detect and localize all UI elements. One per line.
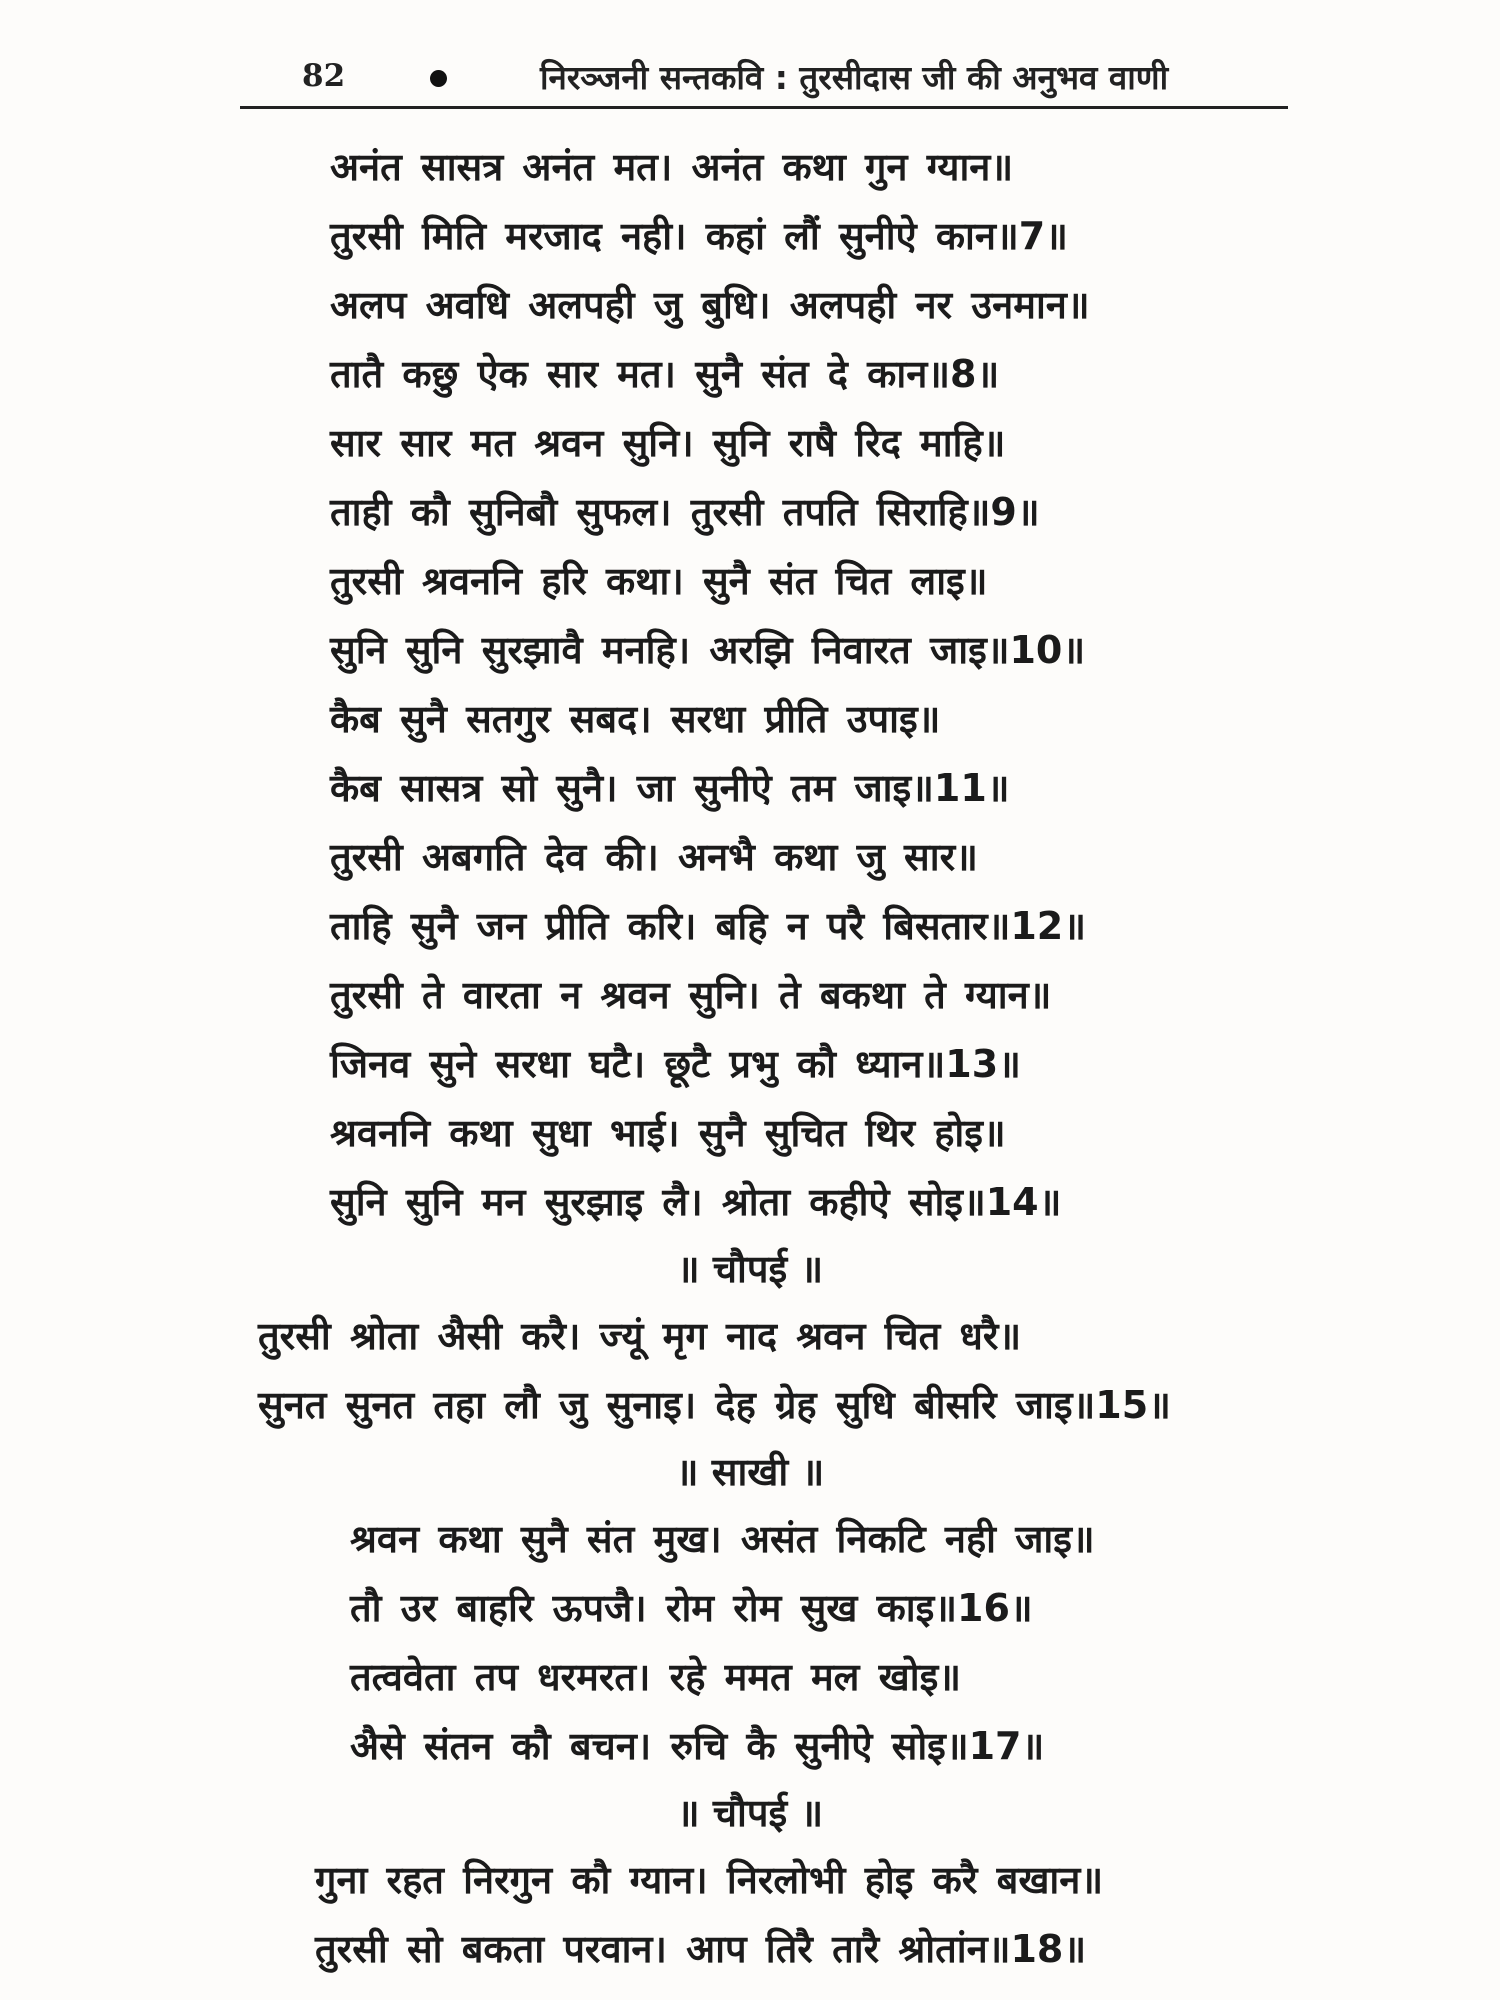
verse-line: जिनव सुने सरधा घटै। छूटै प्रभु कौ ध्यान॥13॥ [330, 1042, 1021, 1086]
verse-line: तौ उर बाहरि ऊपजै। रोम रोम सुख काइ॥16॥ [350, 1586, 1033, 1630]
page-header [240, 52, 1288, 112]
verse-line: अलप अवधि अलपही जु बुधि। अलपही नर उनमान॥ [330, 283, 1090, 327]
verse-line: ताहि सुनै जन प्रीति करि। बहि न परै बिसतार॥12॥ [330, 904, 1086, 948]
verse-line: तुरसी सो बकता परवान। आप तिरै तारै श्रोतांन॥18॥ [315, 1927, 1087, 1971]
verse-line: गुना रहत निरगुन कौ ग्यान। निरलोभी होइ करै बखान॥ [315, 1858, 1104, 1902]
verse-line: तुरसी अबगति देव की। अनभै कथा जु सार॥ [330, 835, 978, 879]
page-number: 82 [302, 58, 346, 94]
verse-line: सुनि सुनि सुरझावै मनहि। अरझि निवारत जाइ॥10॥ [330, 628, 1086, 672]
section-heading-chaupai: ॥ चौपई ॥ [676, 1791, 824, 1835]
verse-line: श्रवन कथा सुनै संत मुख। असंत निकटि नही जाइ॥ [350, 1517, 1095, 1561]
running-title: निरञ्जनी सन्तकवि : तुरसीदास जी की अनुभव वाणी [540, 58, 1169, 97]
verse-line: कैब सासत्र सो सुनै। जा सुनीऐ तम जाइ॥11॥ [330, 766, 1010, 810]
verse-line: तुरसी श्रोता अैसी करै। ज्यूं मृग नाद श्रवन चित धरै॥ [258, 1314, 1022, 1358]
verse-line: सुनत सुनत तहा लौ जु सुनाइ। देह ग्रेह सुधि बीसरि जाइ॥15॥ [258, 1383, 1171, 1427]
verse-line: अैसे संतन कौ बचन। रुचि कै सुनीऐ सोइ॥17॥ [350, 1724, 1045, 1768]
verse-line: तुरसी श्रवननि हरि कथा। सुनै संत चित लाइ॥ [330, 559, 988, 603]
section-heading-sakhi: ॥ साखी ॥ [675, 1450, 825, 1494]
verse-line: कैब सुनै सतगुर सबद। सरधा प्रीति उपाइ॥ [330, 697, 941, 741]
verse-line: सार सार मत श्रवन सुनि। सुनि राषै रिद माहि॥ [330, 421, 1006, 465]
header-rule [240, 106, 1288, 109]
verse-line: श्रवननि कथा सुधा भाई। सुनै सुचित थिर होइ॥ [330, 1111, 1006, 1155]
verse-line: तुरसी मिति मरजाद नही। कहां लौं सुनीऐ कान॥7॥ [330, 214, 1068, 258]
verse-line: अनंत सासत्र अनंत मत। अनंत कथा गुन ग्यान॥ [330, 145, 1014, 189]
section-heading-chaupai: ॥ चौपई ॥ [676, 1247, 824, 1291]
verse-line: ताही कौ सुनिबौ सुफल। तुरसी तपति सिराहि॥9॥ [330, 490, 1040, 534]
verse-line: सुनि सुनि मन सुरझाइ लै। श्रोता कहीऐ सोइ॥14॥ [330, 1180, 1062, 1224]
bullet-dot [430, 70, 447, 87]
verse-line: तातै कछु ऐक सार मत। सुनै संत दे कान॥8॥ [330, 352, 1000, 396]
verse-line: तत्ववेता तप धरमरत। रहे ममत मल खोइ॥ [350, 1655, 962, 1699]
verse-line: तुरसी ते वारता न श्रवन सुनि। ते बकथा ते ग्यान॥ [330, 973, 1052, 1017]
